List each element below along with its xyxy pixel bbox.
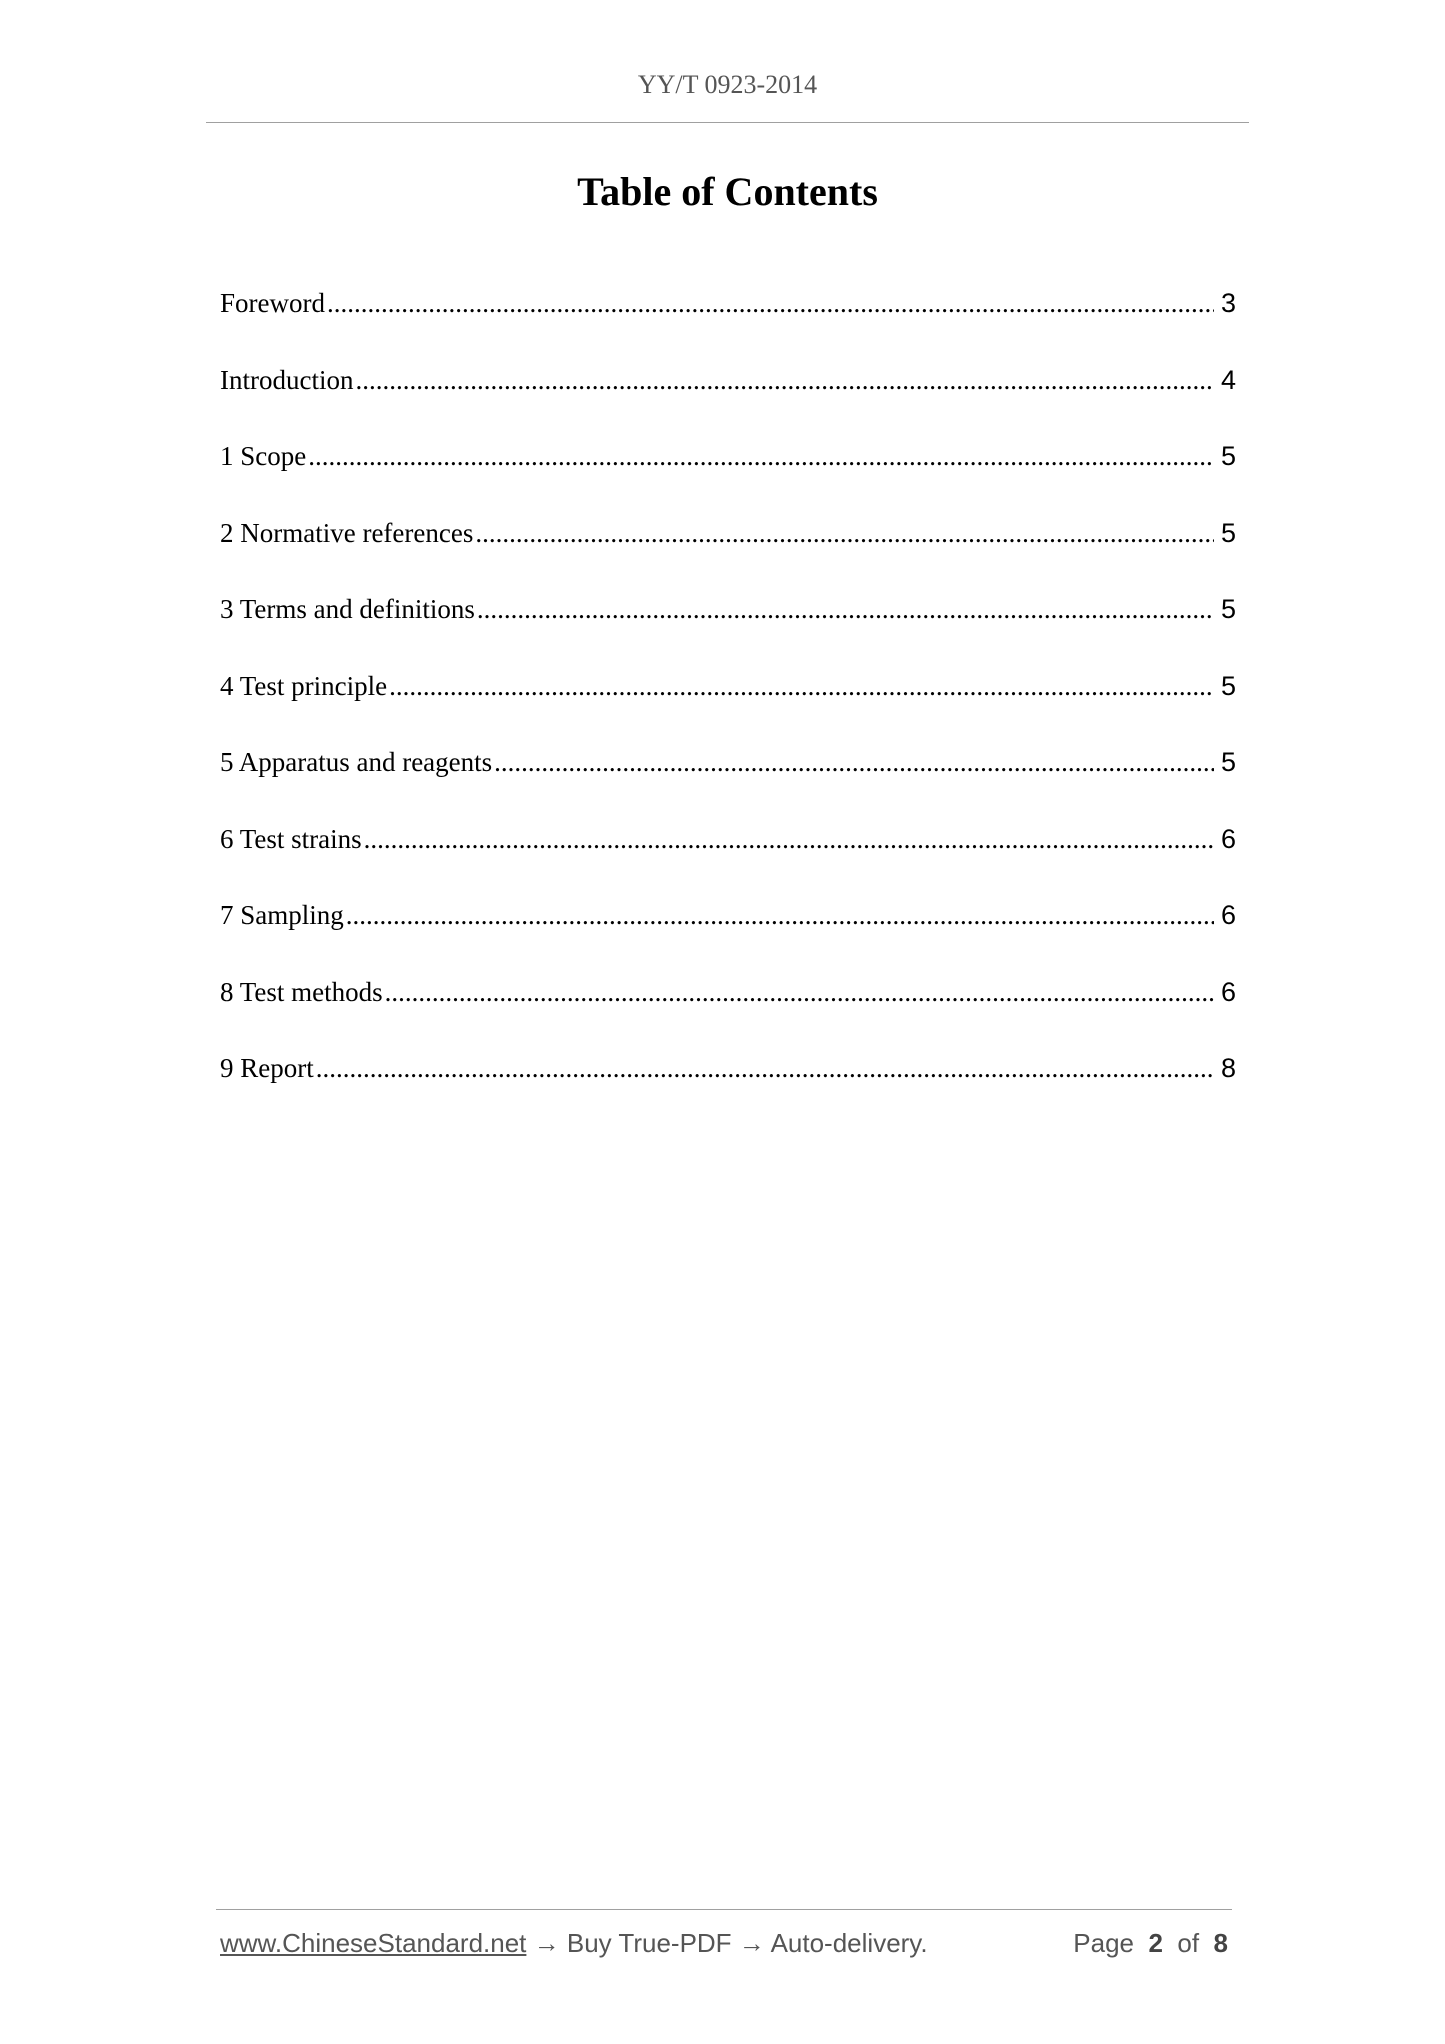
toc-entry-normative-references[interactable] bbox=[220, 518, 1236, 595]
toc-dot-leader bbox=[389, 671, 1214, 702]
chinesestandard-link[interactable]: www.ChineseStandard.net bbox=[220, 1928, 527, 1958]
page-word: Page bbox=[1073, 1928, 1135, 1958]
page-indicator bbox=[1073, 1928, 1228, 1959]
toc-entry-page: 5 bbox=[1220, 594, 1236, 624]
toc-entry-label: 7 Sampling bbox=[220, 900, 344, 930]
toc-entry-foreword[interactable] bbox=[220, 288, 1236, 365]
toc-entry-page: 6 bbox=[1220, 976, 1236, 1007]
toc-entry-test-strains[interactable] bbox=[220, 824, 1236, 901]
total-pages-number: 8 bbox=[1213, 1928, 1228, 1958]
toc-entry-label: Introduction bbox=[220, 364, 354, 395]
toc-entry-scope[interactable] bbox=[220, 441, 1236, 518]
toc-entry-page: 6 bbox=[1220, 823, 1236, 854]
toc-entry-page: 5 bbox=[1220, 747, 1236, 777]
toc-entry-page: 4 bbox=[1220, 364, 1236, 395]
toc-entry-label: 3 Terms and definitions bbox=[220, 594, 475, 624]
toc-entry-test-principle[interactable] bbox=[220, 671, 1236, 748]
toc-entry-page: 6 bbox=[1220, 900, 1236, 930]
toc-dot-leader bbox=[385, 977, 1214, 1008]
toc-entry-introduction[interactable] bbox=[220, 365, 1236, 442]
current-page-number: 2 bbox=[1148, 1928, 1163, 1958]
toc-dot-leader bbox=[308, 441, 1214, 472]
toc-entry-page: 5 bbox=[1220, 517, 1236, 548]
toc-entry-report[interactable] bbox=[220, 1053, 1236, 1130]
toc-dot-leader bbox=[355, 365, 1214, 396]
toc-dot-leader bbox=[346, 900, 1214, 931]
toc-entry-label: 4 Test principle bbox=[220, 670, 388, 701]
header-standard-code: YY/T 0923-2014 bbox=[637, 70, 818, 99]
toc-dot-leader bbox=[494, 747, 1214, 778]
toc-entry-label: 2 Normative references bbox=[220, 517, 474, 548]
toc-dot-leader bbox=[475, 518, 1214, 549]
footer-promo-text: → Buy True-PDF → Auto-delivery. bbox=[526, 1928, 928, 1958]
toc-dot-leader bbox=[364, 824, 1214, 855]
toc-entry-page: 8 bbox=[1220, 1053, 1236, 1083]
toc-dot-leader bbox=[327, 288, 1214, 319]
page-title: Table of Contents bbox=[577, 169, 878, 214]
toc-entry-terms-and-definitions[interactable] bbox=[220, 594, 1236, 671]
toc-entry-label: 1 Scope bbox=[220, 441, 307, 471]
header-divider bbox=[206, 122, 1249, 123]
toc-entry-label: 8 Test methods bbox=[220, 976, 383, 1007]
toc-entry-page: 5 bbox=[1220, 670, 1236, 701]
page-footer bbox=[220, 1928, 1232, 1959]
toc-entry-page: 5 bbox=[1220, 441, 1236, 471]
toc-entry-label: 9 Report bbox=[220, 1053, 314, 1083]
toc-entry-sampling[interactable] bbox=[220, 900, 1236, 977]
toc-entry-label: 6 Test strains bbox=[220, 823, 362, 854]
of-word: of bbox=[1177, 1928, 1200, 1958]
toc-entry-label: Foreword bbox=[220, 288, 325, 318]
toc-entry-label: 5 Apparatus and reagents bbox=[220, 747, 493, 777]
toc-list bbox=[220, 288, 1236, 1130]
toc-entry-apparatus-and-reagents[interactable] bbox=[220, 747, 1236, 824]
toc-dot-leader bbox=[316, 1053, 1214, 1084]
toc-entry-page: 3 bbox=[1220, 288, 1236, 318]
toc-entry-test-methods[interactable] bbox=[220, 977, 1236, 1054]
toc-dot-leader bbox=[477, 594, 1214, 625]
footer-divider bbox=[216, 1909, 1232, 1910]
